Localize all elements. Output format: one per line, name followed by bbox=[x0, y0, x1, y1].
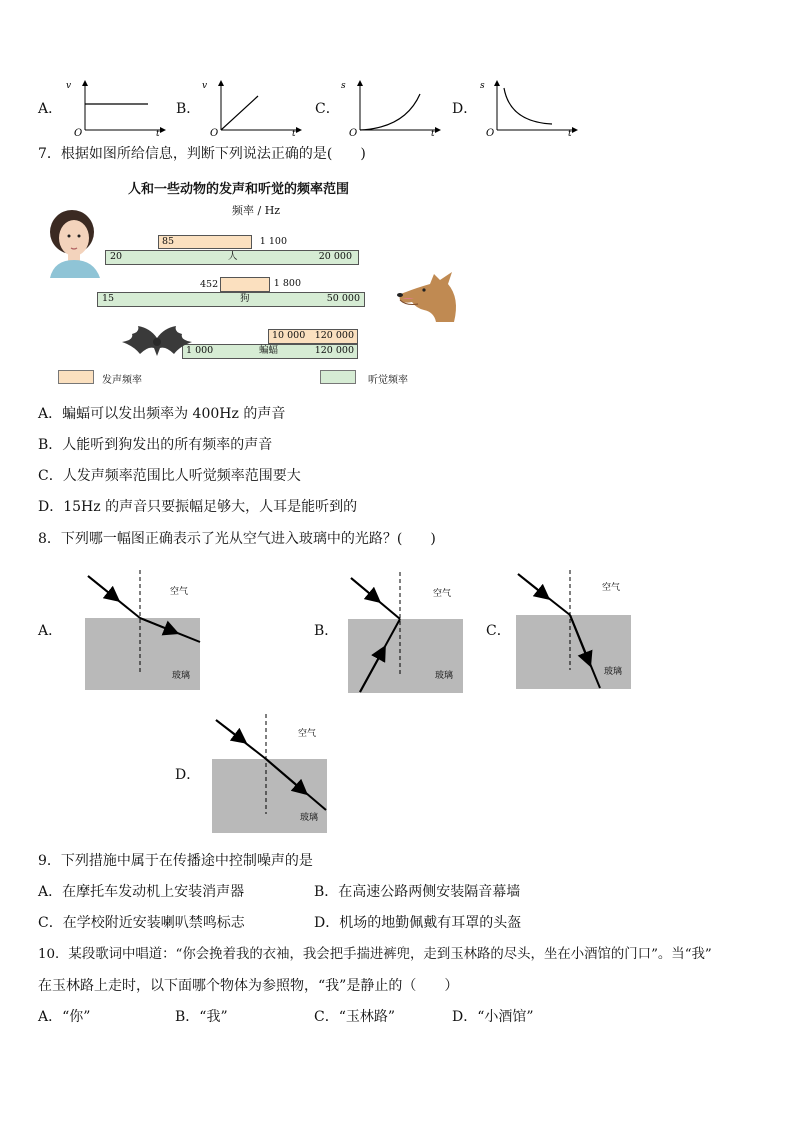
figure-title: 人和一些动物的发声和听觉的频率范围 bbox=[128, 182, 350, 197]
q7-option-d[interactable]: D．15Hz 的声音只要振幅足够大，人耳是能听到的 bbox=[38, 499, 358, 515]
graph-x-label: t bbox=[568, 129, 572, 138]
graph-y-label: v bbox=[66, 81, 72, 91]
q8-diagram-d[interactable] bbox=[208, 714, 333, 839]
graph-y-label: v bbox=[202, 81, 208, 91]
q10-option-c[interactable]: C．“玉林路” bbox=[314, 1009, 396, 1025]
q6-option-c-label: C． bbox=[315, 101, 340, 117]
q8-option-b-label[interactable]: B． bbox=[314, 623, 339, 639]
dog-voice-high: 1 800 bbox=[273, 278, 301, 289]
figure-subtitle: 频率 / Hz bbox=[232, 204, 281, 217]
human-voice-high: 1 100 bbox=[259, 236, 287, 247]
q6-option-a-label: A． bbox=[38, 101, 63, 117]
q10-option-d[interactable]: D．“小酒馆” bbox=[452, 1009, 534, 1025]
bat-hearing-bar bbox=[182, 344, 358, 359]
bat-hear-low: 1 000 bbox=[186, 345, 214, 356]
q9-stem: 9．下列措施中属于在传播途中控制噪声的是 bbox=[38, 853, 313, 869]
legend-hear-label: 听觉频率 bbox=[368, 375, 408, 386]
graph-line bbox=[221, 96, 258, 130]
q10-stem-line2: 在玉林路上走时，以下面哪个物体为参照物，“我”是静止的（ ） bbox=[38, 978, 459, 994]
bat-hear-high: 120 000 bbox=[314, 345, 354, 356]
graph-line bbox=[360, 94, 420, 130]
q7-option-a[interactable]: A．蝙蝠可以发出频率为 400Hz 的声音 bbox=[38, 406, 286, 422]
q7-frequency-figure bbox=[40, 172, 470, 392]
human-hear-label: 人 bbox=[228, 251, 238, 262]
q7-option-b[interactable]: B．人能听到狗发出的所有频率的声音 bbox=[38, 437, 273, 453]
q9-option-c[interactable]: C．在学校附近安装喇叭禁鸣标志 bbox=[38, 915, 245, 931]
q8-diagram-c[interactable] bbox=[512, 570, 637, 695]
legend-hear-swatch bbox=[320, 370, 356, 384]
q8-option-d-label[interactable]: D． bbox=[175, 767, 201, 783]
q7-stem: 7．根据如图所给信息，判断下列说法正确的是( ) bbox=[38, 146, 366, 162]
q10-stem-line1: 10．某段歌词中唱道：“你会挽着我的衣袖，我会把手揣进裤兜，走到玉林路的尽头，坐在小酒馆的门口”。当“我” bbox=[38, 947, 712, 962]
bat-voice-high: 120 000 bbox=[314, 330, 354, 341]
bat-icon bbox=[120, 324, 194, 360]
dog-voice-low: 452 bbox=[200, 279, 219, 290]
glass-label: 玻璃 bbox=[435, 671, 454, 681]
graph-x-label: t bbox=[292, 129, 296, 138]
air-label: 空气 bbox=[298, 729, 317, 739]
graph-y-label: s bbox=[480, 81, 485, 91]
human-hear-low: 20 bbox=[110, 251, 123, 262]
q8-stem: 8．下列哪一幅图正确表示了光从空气进入玻璃中的光路？( ) bbox=[38, 531, 436, 547]
graph-origin: O bbox=[349, 128, 358, 138]
bat-hear-label: 蝙蝠 bbox=[259, 345, 279, 356]
q6-graph-c bbox=[335, 78, 445, 138]
q6-option-d-label: D． bbox=[452, 101, 478, 117]
q10-option-a[interactable]: A．“你” bbox=[38, 1009, 91, 1025]
graph-x-label: t bbox=[156, 129, 160, 138]
q8-option-c-label[interactable]: C． bbox=[486, 623, 511, 639]
air-label: 空气 bbox=[170, 587, 189, 597]
dog-icon bbox=[394, 270, 464, 326]
dog-hear-high: 50 000 bbox=[326, 293, 360, 304]
graph-origin: O bbox=[74, 128, 83, 138]
q6-graph-a bbox=[60, 78, 170, 138]
graph-origin: O bbox=[486, 128, 495, 138]
air-label: 空气 bbox=[433, 589, 452, 599]
dog-hear-low: 15 bbox=[102, 293, 115, 304]
dog-hearing-bar bbox=[97, 292, 365, 307]
q6-graph-b bbox=[196, 78, 306, 138]
human-hearing-bar bbox=[105, 250, 359, 265]
glass-label: 玻璃 bbox=[172, 671, 191, 681]
q9-option-b[interactable]: B．在高速公路两侧安装隔音幕墙 bbox=[314, 884, 521, 900]
bat-voice-low: 10 000 bbox=[272, 330, 306, 341]
bat-voice-bar bbox=[268, 329, 358, 344]
graph-y-label: s bbox=[341, 81, 346, 91]
woman-icon bbox=[44, 206, 104, 278]
human-voice-low: 85 bbox=[162, 236, 175, 247]
q10-option-b[interactable]: B．“我” bbox=[175, 1009, 228, 1025]
legend-voice-swatch bbox=[58, 370, 94, 384]
graph-line bbox=[504, 88, 552, 124]
legend-voice-label: 发声频率 bbox=[102, 375, 142, 386]
human-hear-high: 20 000 bbox=[318, 251, 352, 262]
graph-x-label: t bbox=[431, 129, 435, 138]
dog-voice-bar bbox=[220, 277, 301, 292]
dog-hear-label: 狗 bbox=[240, 293, 250, 304]
q9-option-a[interactable]: A．在摩托车发动机上安装消声器 bbox=[38, 884, 245, 900]
q7-option-c[interactable]: C．人发声频率范围比人听觉频率范围要大 bbox=[38, 468, 301, 484]
q6-option-b-label: B． bbox=[176, 101, 201, 117]
human-voice-bar bbox=[158, 235, 287, 249]
q8-diagram-a[interactable] bbox=[80, 570, 210, 695]
glass-label: 玻璃 bbox=[300, 813, 319, 823]
q6-graph-d bbox=[472, 78, 582, 138]
graph-origin: O bbox=[210, 128, 219, 138]
q8-option-a-label[interactable]: A． bbox=[38, 623, 63, 639]
glass-label: 玻璃 bbox=[604, 667, 623, 677]
q8-diagram-b[interactable] bbox=[345, 572, 470, 697]
q9-option-d[interactable]: D．机场的地勤佩戴有耳罩的头盔 bbox=[314, 915, 522, 931]
air-label: 空气 bbox=[602, 583, 621, 593]
